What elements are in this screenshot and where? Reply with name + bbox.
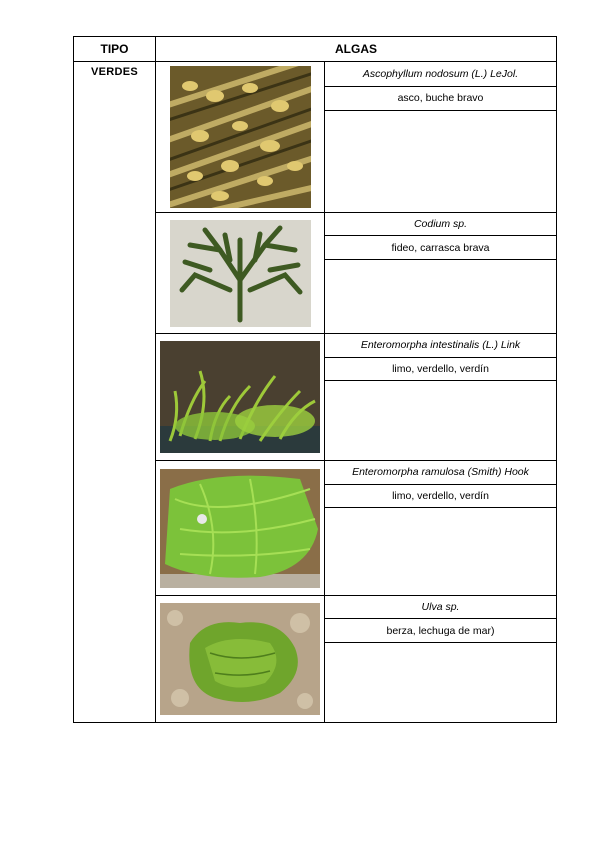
algae-table (73, 36, 557, 723)
scientific-name: Enteromorpha ramulosa (Smith) Hook (325, 461, 557, 485)
scientific-name: Ascophyllum nodosum (L.) LeJol. (325, 62, 557, 87)
header-tipo: TIPO (74, 37, 156, 62)
scientific-name: Enteromorpha intestinalis (L.) Link (325, 334, 557, 358)
empty-cell (325, 642, 557, 722)
alga-image-cell (156, 62, 325, 213)
empty-cell (325, 381, 557, 461)
common-name: limo, verdello, verdín (325, 484, 557, 508)
scientific-name: Ulva sp. (325, 596, 557, 619)
common-name: fideo, carrasca brava (325, 236, 557, 259)
enteromorpha-ramulosa-photo (160, 469, 320, 588)
empty-cell (325, 259, 557, 333)
table-header-row (74, 37, 557, 62)
alga-image-cell (156, 213, 325, 334)
alga-image-cell (156, 461, 325, 596)
codium-photo (170, 220, 311, 327)
enteromorpha-intestinalis-photo (160, 341, 320, 453)
header-algas: ALGAS (156, 37, 557, 62)
empty-cell (325, 508, 557, 596)
ulva-photo (160, 603, 320, 715)
algae-table-document (73, 36, 556, 728)
alga-image-cell (156, 334, 325, 461)
common-name: asco, buche bravo (325, 86, 557, 111)
common-name: limo, verdello, verdín (325, 357, 557, 381)
table-row (74, 62, 557, 87)
scientific-name: Codium sp. (325, 213, 557, 236)
group-label: VERDES (74, 62, 156, 723)
alga-image-cell (156, 596, 325, 723)
common-name: berza, lechuga de mar) (325, 619, 557, 642)
ascophyllum-photo (170, 66, 311, 208)
empty-cell (325, 111, 557, 213)
